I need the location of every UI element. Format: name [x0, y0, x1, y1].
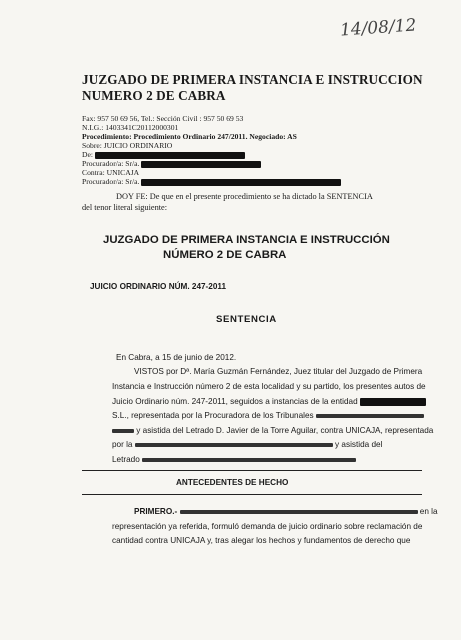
court-title-line2: NUMERO 2 DE CABRA	[82, 88, 226, 103]
case-number: JUICIO ORDINARIO NÚM. 247-2011	[90, 282, 227, 291]
procuradora-label-1: Procurador/a: Sr/a.	[82, 159, 140, 168]
doyfe-line2: del tenor literal siguiente:	[82, 203, 168, 212]
strike-redaction	[112, 429, 134, 433]
section-divider-top	[82, 470, 422, 471]
doyfe-line1: DOY FE: De que en el presente procedimiento se ha dictado la SENTENCIA	[116, 192, 373, 201]
primero-line1	[134, 504, 438, 519]
body-line4	[112, 408, 424, 423]
strike-redaction	[142, 458, 356, 462]
procedure-line	[82, 132, 297, 141]
body-line3-text: Juicio Ordinario núm. 247-2011, seguidos a instancias de la entidad	[112, 397, 358, 406]
sentencia-title: SENTENCIA	[216, 314, 277, 325]
primero-label: PRIMERO.-	[134, 507, 178, 516]
primero-line1-end: en la	[419, 507, 438, 516]
heading-line2: NÚMERO 2 DE CABRA	[163, 249, 287, 261]
redaction-bar	[141, 179, 341, 186]
primero-line3: cantidad contra UNICAJA y, tras alegar los hechos y fundamentos de derecho que	[112, 536, 411, 545]
de-line	[82, 150, 245, 159]
sobre-line: Sobre: JUICIO ORDINARIO	[82, 141, 173, 150]
contra-line: Contra: UNICAJA	[82, 168, 140, 177]
handwritten-date-note: 14/08/12	[339, 15, 417, 41]
body-line7-text: Letrado	[112, 455, 140, 464]
body-line4-text: S.L., representada por la Procuradora de los Tribunales	[112, 411, 314, 420]
redaction-bar	[141, 161, 261, 168]
procuradora-line-1	[82, 159, 261, 168]
nig-line: N.I.G.: 1403341C20112000301	[82, 123, 179, 132]
de-label: De:	[82, 150, 93, 159]
strike-redaction	[316, 414, 424, 418]
body-date: En Cabra, a 15 de junio de 2012.	[116, 353, 237, 362]
fax-line: Fax: 957 50 69 56, Tel.: Sección Civil : 957 50 69 53	[82, 114, 244, 123]
primero-line2: representación ya referida, formuló demanda de juicio ordinario sobre reclamación de	[112, 522, 423, 531]
heading-line1: JUZGADO DE PRIMERA INSTANCIA E INSTRUCCIÓN	[103, 234, 390, 246]
section-divider-bottom	[82, 494, 422, 495]
body-line5-text: y asistida del Letrado D. Javier de la Torre Aguilar, contra UNICAJA, representada	[136, 426, 434, 435]
body-line6	[112, 437, 382, 452]
body-line7	[112, 452, 356, 467]
body-line2: Instancia e Instrucción número 2 de esta localidad y su partido, los presentes autos de	[112, 382, 426, 391]
strike-redaction	[135, 443, 333, 447]
body-line6-start: por la	[112, 440, 133, 449]
antecedentes-heading: ANTECEDENTES DE HECHO	[176, 478, 289, 487]
body-line6-end: y asistida del	[335, 440, 383, 449]
procuradora-label-2: Procurador/a: Sr/a.	[82, 177, 140, 186]
procedure-text: Procedimiento: Procedimiento Ordinario 247/2011. Negociado: AS	[82, 132, 297, 141]
redaction-bar	[360, 398, 426, 406]
court-title-line1: JUZGADO DE PRIMERA INSTANCIA E INSTRUCCION	[82, 72, 423, 87]
redaction-bar	[95, 152, 245, 159]
procuradora-line-2	[82, 177, 341, 186]
body-line1: VISTOS por Dª. María Guzmán Fernández, Juez titular del Juzgado de Primera	[134, 367, 423, 376]
strike-redaction	[180, 510, 418, 514]
